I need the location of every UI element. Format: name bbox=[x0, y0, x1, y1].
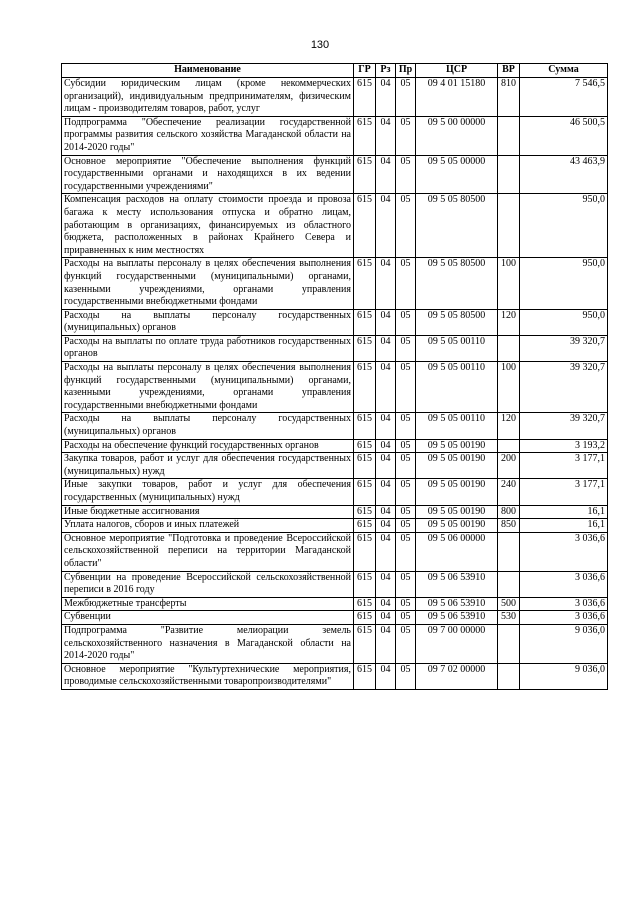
table-row bbox=[62, 362, 608, 413]
row-rz: 04 bbox=[376, 624, 396, 663]
table-row bbox=[62, 155, 608, 194]
table-row bbox=[62, 663, 608, 689]
row-vr: 850 bbox=[498, 519, 520, 533]
row-csr: 09 5 05 80500 bbox=[416, 309, 498, 335]
row-csr: 09 5 05 00110 bbox=[416, 335, 498, 361]
header-gr: ГР bbox=[354, 64, 376, 78]
row-rz: 04 bbox=[376, 116, 396, 155]
row-rz: 04 bbox=[376, 194, 396, 258]
row-csr: 09 5 05 00110 bbox=[416, 362, 498, 413]
row-sum: 3 177,1 bbox=[520, 453, 608, 479]
table-row bbox=[62, 335, 608, 361]
row-csr: 09 5 05 80500 bbox=[416, 258, 498, 309]
row-csr: 09 4 01 15180 bbox=[416, 78, 498, 117]
row-pr: 05 bbox=[396, 309, 416, 335]
row-gr: 615 bbox=[354, 611, 376, 625]
row-pr: 05 bbox=[396, 505, 416, 519]
row-csr: 09 5 06 00000 bbox=[416, 532, 498, 571]
row-gr: 615 bbox=[354, 519, 376, 533]
table-row bbox=[62, 78, 608, 117]
row-pr: 05 bbox=[396, 439, 416, 453]
row-name: Расходы на обеспечение функций государственных органов bbox=[62, 439, 354, 453]
row-vr bbox=[498, 663, 520, 689]
row-name: Субвенции bbox=[62, 611, 354, 625]
row-sum: 16,1 bbox=[520, 519, 608, 533]
table-row bbox=[62, 453, 608, 479]
table-row bbox=[62, 597, 608, 611]
row-csr: 09 5 05 80500 bbox=[416, 194, 498, 258]
row-rz: 04 bbox=[376, 532, 396, 571]
row-pr: 05 bbox=[396, 519, 416, 533]
row-sum: 7 546,5 bbox=[520, 78, 608, 117]
row-name: Расходы на выплаты по оплате труда работников государственных органов bbox=[62, 335, 354, 361]
row-pr: 05 bbox=[396, 413, 416, 439]
row-rz: 04 bbox=[376, 597, 396, 611]
row-sum: 9 036,0 bbox=[520, 624, 608, 663]
row-sum: 39 320,7 bbox=[520, 362, 608, 413]
row-rz: 04 bbox=[376, 258, 396, 309]
row-vr bbox=[498, 116, 520, 155]
row-sum: 3 036,6 bbox=[520, 597, 608, 611]
row-rz: 04 bbox=[376, 505, 396, 519]
row-rz: 04 bbox=[376, 309, 396, 335]
row-pr: 05 bbox=[396, 532, 416, 571]
row-pr: 05 bbox=[396, 194, 416, 258]
table-header-row bbox=[62, 64, 608, 78]
row-rz: 04 bbox=[376, 611, 396, 625]
row-gr: 615 bbox=[354, 116, 376, 155]
row-sum: 39 320,7 bbox=[520, 413, 608, 439]
row-vr: 100 bbox=[498, 362, 520, 413]
header-name: Наименование bbox=[62, 64, 354, 78]
row-rz: 04 bbox=[376, 335, 396, 361]
table-row bbox=[62, 532, 608, 571]
row-pr: 05 bbox=[396, 335, 416, 361]
row-csr: 09 7 00 00000 bbox=[416, 624, 498, 663]
row-pr: 05 bbox=[396, 362, 416, 413]
row-pr: 05 bbox=[396, 597, 416, 611]
row-sum: 3 036,6 bbox=[520, 532, 608, 571]
row-pr: 05 bbox=[396, 479, 416, 505]
row-pr: 05 bbox=[396, 611, 416, 625]
row-pr: 05 bbox=[396, 78, 416, 117]
row-sum: 46 500,5 bbox=[520, 116, 608, 155]
header-rz: Рз bbox=[376, 64, 396, 78]
row-gr: 615 bbox=[354, 597, 376, 611]
table-row bbox=[62, 258, 608, 309]
row-pr: 05 bbox=[396, 258, 416, 309]
table-row bbox=[62, 194, 608, 258]
row-csr: 09 5 05 00190 bbox=[416, 505, 498, 519]
row-gr: 615 bbox=[354, 663, 376, 689]
row-vr: 120 bbox=[498, 309, 520, 335]
row-csr: 09 5 06 53910 bbox=[416, 611, 498, 625]
row-csr: 09 5 05 00190 bbox=[416, 453, 498, 479]
table-row bbox=[62, 505, 608, 519]
row-name: Подпрограмма "Развитие мелиорации земель сельскохозяйственного назначения в Магаданской области на 2014-2020 годы" bbox=[62, 624, 354, 663]
row-rz: 04 bbox=[376, 413, 396, 439]
row-rz: 04 bbox=[376, 362, 396, 413]
row-sum: 950,0 bbox=[520, 194, 608, 258]
row-csr: 09 5 05 00000 bbox=[416, 155, 498, 194]
table-body bbox=[62, 78, 608, 690]
row-sum: 3 177,1 bbox=[520, 479, 608, 505]
row-gr: 615 bbox=[354, 571, 376, 597]
row-gr: 615 bbox=[354, 362, 376, 413]
row-gr: 615 bbox=[354, 439, 376, 453]
row-gr: 615 bbox=[354, 155, 376, 194]
row-pr: 05 bbox=[396, 453, 416, 479]
row-name: Основное мероприятие "Обеспечение выполнения функций государственными органами и находящихся в их ведении государственными учреждениями" bbox=[62, 155, 354, 194]
row-name: Субвенции на проведение Всероссийской сельскохозяйственной переписи в 2016 году bbox=[62, 571, 354, 597]
row-name: Закупка товаров, работ и услуг для обеспечения государственных (муниципальных) нужд bbox=[62, 453, 354, 479]
row-sum: 43 463,9 bbox=[520, 155, 608, 194]
row-pr: 05 bbox=[396, 155, 416, 194]
row-rz: 04 bbox=[376, 453, 396, 479]
row-gr: 615 bbox=[354, 532, 376, 571]
row-gr: 615 bbox=[354, 505, 376, 519]
row-rz: 04 bbox=[376, 479, 396, 505]
budget-table bbox=[61, 63, 608, 690]
row-rz: 04 bbox=[376, 571, 396, 597]
row-csr: 09 5 06 53910 bbox=[416, 597, 498, 611]
row-csr: 09 7 02 00000 bbox=[416, 663, 498, 689]
row-pr: 05 bbox=[396, 624, 416, 663]
row-rz: 04 bbox=[376, 663, 396, 689]
row-csr: 09 5 05 00190 bbox=[416, 439, 498, 453]
row-vr: 120 bbox=[498, 413, 520, 439]
row-vr bbox=[498, 571, 520, 597]
row-sum: 9 036,0 bbox=[520, 663, 608, 689]
table-row bbox=[62, 624, 608, 663]
row-name: Подпрограмма "Обеспечение реализации государственной программы развития сельского хозяйства Магаданской области на 2014-2020 годы" bbox=[62, 116, 354, 155]
row-name: Расходы на выплаты персоналу в целях обеспечения выполнения функций государственными (муниципальными) органами, казенными учреждениями, органами управления государственными внебюджетными фондами bbox=[62, 258, 354, 309]
header-vr: ВР bbox=[498, 64, 520, 78]
row-sum: 16,1 bbox=[520, 505, 608, 519]
row-rz: 04 bbox=[376, 78, 396, 117]
row-gr: 615 bbox=[354, 413, 376, 439]
row-vr bbox=[498, 335, 520, 361]
row-gr: 615 bbox=[354, 624, 376, 663]
row-vr: 530 bbox=[498, 611, 520, 625]
row-gr: 615 bbox=[354, 309, 376, 335]
row-gr: 615 bbox=[354, 479, 376, 505]
row-vr: 240 bbox=[498, 479, 520, 505]
table-row bbox=[62, 309, 608, 335]
row-pr: 05 bbox=[396, 663, 416, 689]
page-number: 130 bbox=[310, 39, 330, 51]
row-gr: 615 bbox=[354, 335, 376, 361]
row-vr bbox=[498, 532, 520, 571]
table-row bbox=[62, 479, 608, 505]
row-sum: 39 320,7 bbox=[520, 335, 608, 361]
table-row bbox=[62, 571, 608, 597]
row-rz: 04 bbox=[376, 155, 396, 194]
table-row bbox=[62, 439, 608, 453]
row-name: Расходы на выплаты персоналу в целях обеспечения выполнения функций государственными (муниципальными) органами, казенными учреждениями, органами управления государственными внебюджетными фондами bbox=[62, 362, 354, 413]
row-gr: 615 bbox=[354, 78, 376, 117]
row-vr bbox=[498, 155, 520, 194]
table-row bbox=[62, 116, 608, 155]
row-gr: 615 bbox=[354, 194, 376, 258]
row-vr bbox=[498, 439, 520, 453]
row-name: Основное мероприятие "Культуртехнические мероприятия, проводимые сельскохозяйственными товаропроизводителями" bbox=[62, 663, 354, 689]
row-gr: 615 bbox=[354, 258, 376, 309]
row-name: Компенсация расходов на оплату стоимости проезда и провоза багажа к месту использования отпуска и обратно лицам, работающим в организациях, финансируемых из областного бюджета, расположенных в районах Крайнего Севера и приравненных к ним местностях bbox=[62, 194, 354, 258]
row-rz: 04 bbox=[376, 439, 396, 453]
row-vr bbox=[498, 624, 520, 663]
row-vr: 810 bbox=[498, 78, 520, 117]
row-csr: 09 5 05 00190 bbox=[416, 479, 498, 505]
header-sum: Сумма bbox=[520, 64, 608, 78]
row-csr: 09 5 06 53910 bbox=[416, 571, 498, 597]
row-vr bbox=[498, 194, 520, 258]
row-pr: 05 bbox=[396, 116, 416, 155]
row-name: Межбюджетные трансферты bbox=[62, 597, 354, 611]
header-pr: Пр bbox=[396, 64, 416, 78]
header-csr: ЦСР bbox=[416, 64, 498, 78]
row-csr: 09 5 00 00000 bbox=[416, 116, 498, 155]
row-rz: 04 bbox=[376, 519, 396, 533]
row-sum: 950,0 bbox=[520, 309, 608, 335]
row-name: Расходы на выплаты персоналу государственных (муниципальных) органов bbox=[62, 309, 354, 335]
row-sum: 3 036,6 bbox=[520, 571, 608, 597]
row-pr: 05 bbox=[396, 571, 416, 597]
row-name: Иные бюджетные ассигнования bbox=[62, 505, 354, 519]
table-row bbox=[62, 611, 608, 625]
row-name: Уплата налогов, сборов и иных платежей bbox=[62, 519, 354, 533]
row-csr: 09 5 05 00110 bbox=[416, 413, 498, 439]
row-vr: 800 bbox=[498, 505, 520, 519]
row-sum: 950,0 bbox=[520, 258, 608, 309]
row-name: Иные закупки товаров, работ и услуг для обеспечения государственных (муниципальных) нужд bbox=[62, 479, 354, 505]
row-name: Основное мероприятие "Подготовка и проведение Всероссийской сельскохозяйственной переписи на территории Магаданской области" bbox=[62, 532, 354, 571]
row-name: Субсидии юридическим лицам (кроме некоммерческих организаций), индивидуальным предпринимателям, физическим лицам - производителям товаров, работ, услуг bbox=[62, 78, 354, 117]
table-row bbox=[62, 413, 608, 439]
table-row bbox=[62, 519, 608, 533]
row-sum: 3 036,6 bbox=[520, 611, 608, 625]
row-name: Расходы на выплаты персоналу государственных (муниципальных) органов bbox=[62, 413, 354, 439]
row-gr: 615 bbox=[354, 453, 376, 479]
row-csr: 09 5 05 00190 bbox=[416, 519, 498, 533]
row-vr: 200 bbox=[498, 453, 520, 479]
row-vr: 500 bbox=[498, 597, 520, 611]
row-vr: 100 bbox=[498, 258, 520, 309]
row-sum: 3 193,2 bbox=[520, 439, 608, 453]
